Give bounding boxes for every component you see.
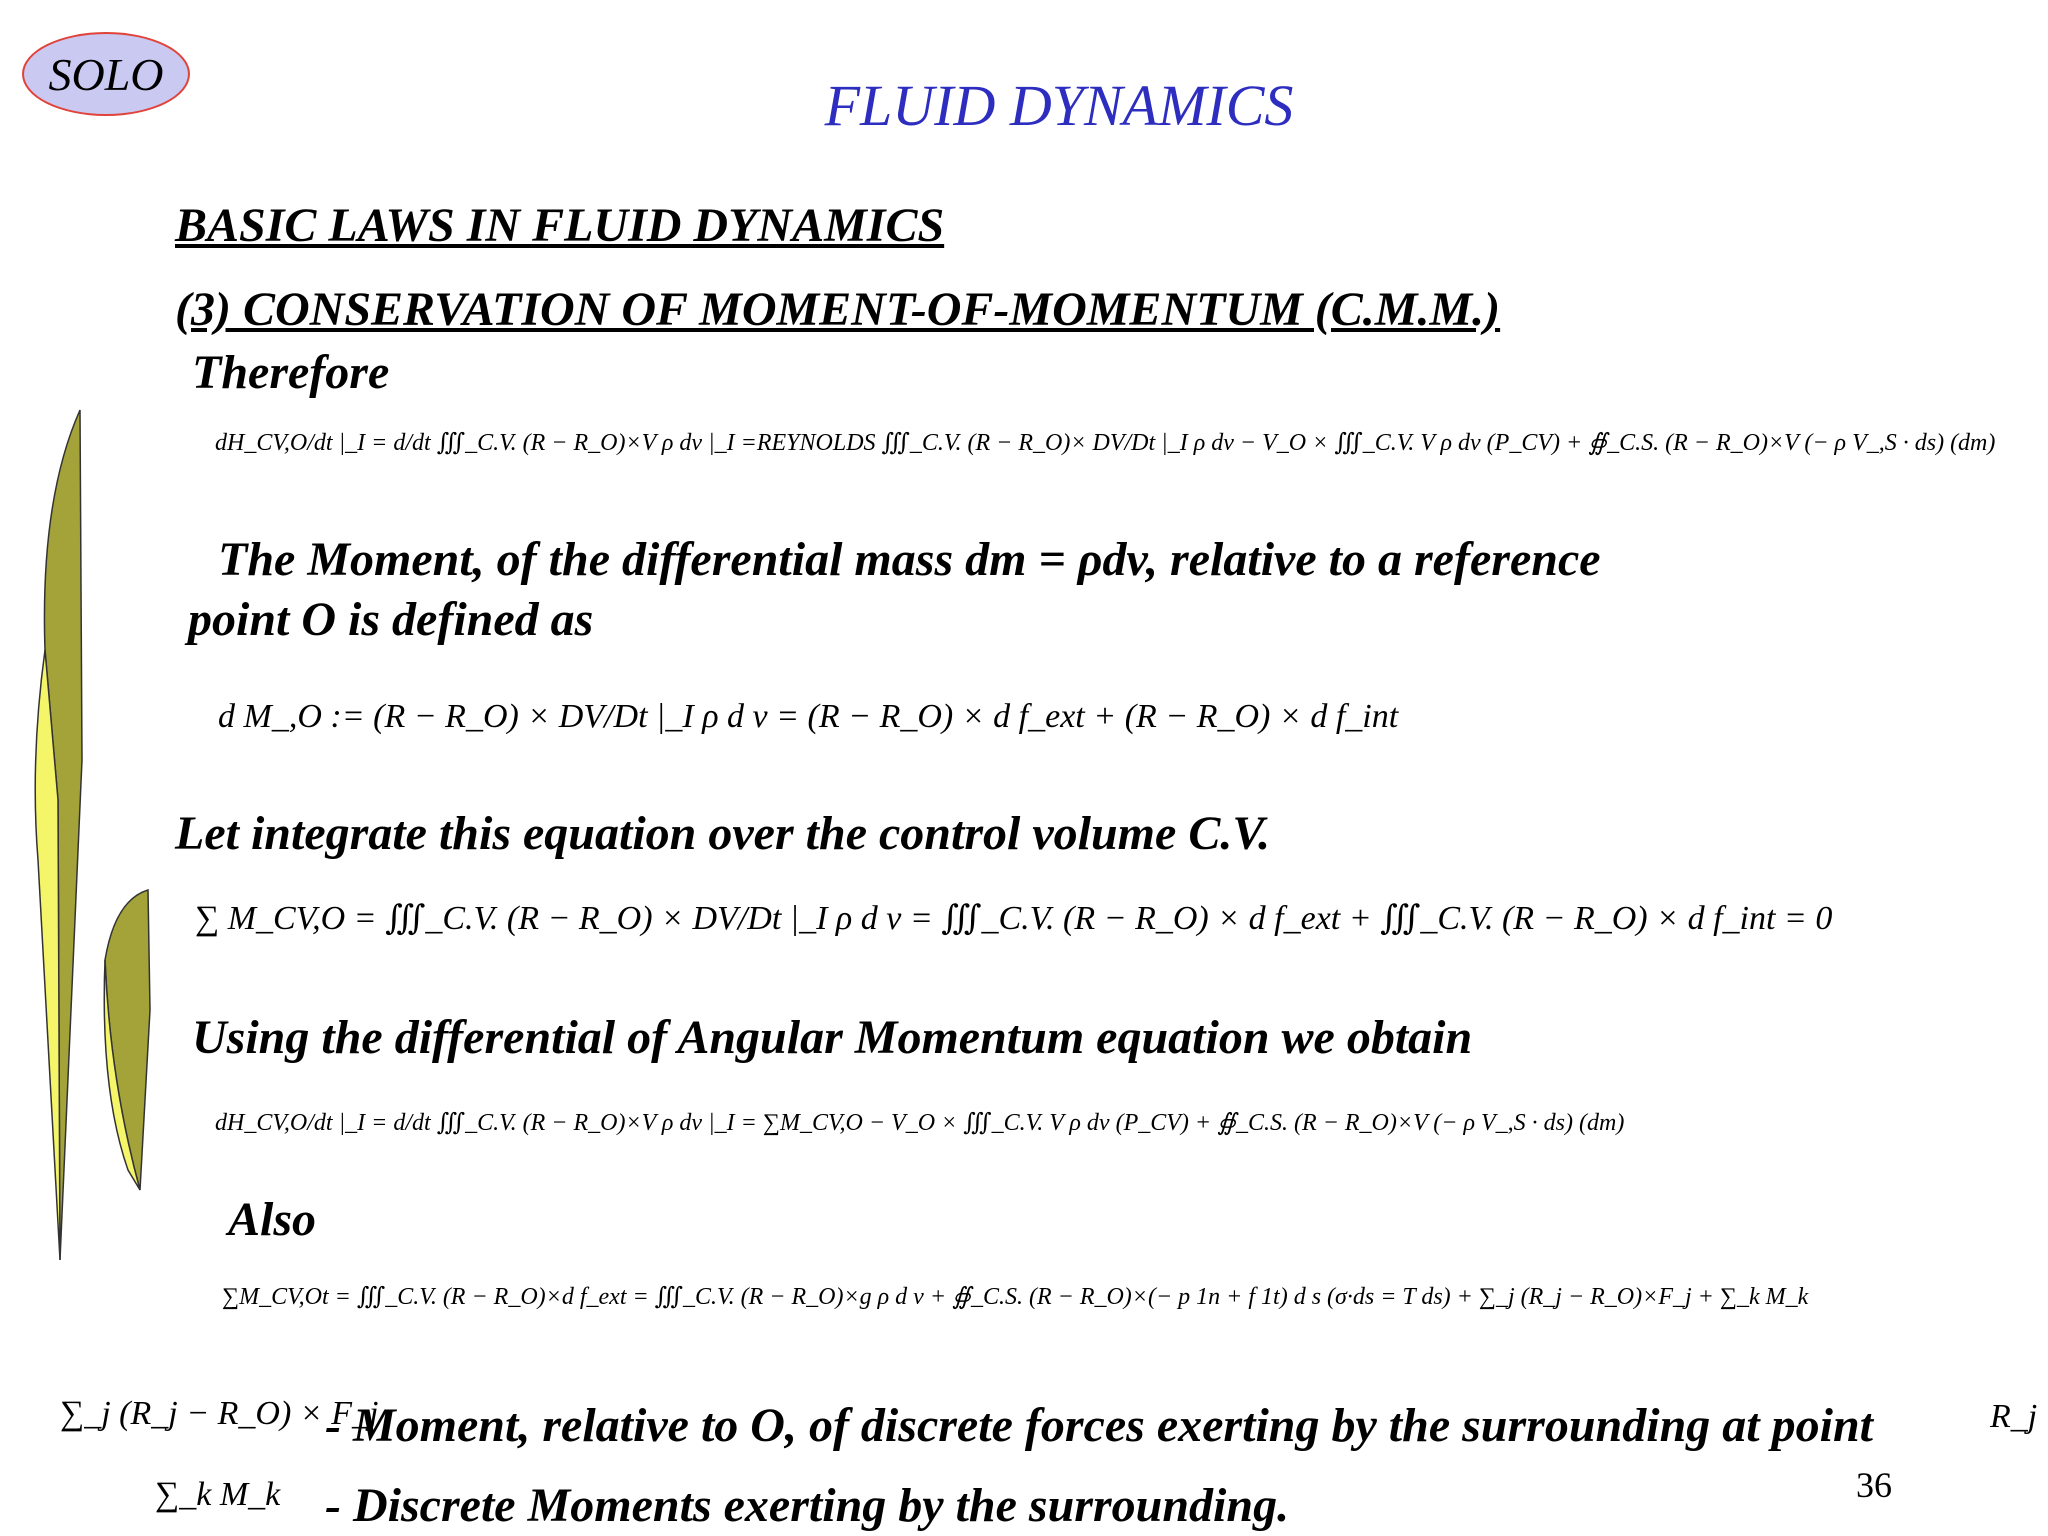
equation-4: dH_CV,O/dt |_I = d/dt ∭_C.V. (R − R_O)×V ρ dv |_I = ∑M_CV,O − V_O × ∭_C.V. V ρ dv (P_CV) + ∯_C.S. (R − R_O)×V (− ρ V_,S · ds) (dm) xyxy=(215,1110,1625,1136)
moment-definition-line-1: The Moment, of the differential mass dm = ρdv, relative to a reference xyxy=(218,533,1601,586)
legend-symbol-forces: ∑_j (R_j − R_O) × F_j xyxy=(60,1395,379,1432)
subsection-heading: (3) CONSERVATION OF MOMENT-OF-MOMENTUM (C.M.M.) xyxy=(175,283,1501,336)
equation-2: d M_,O := (R − R_O) × DV/Dt |_I ρ d v = (R − R_O) × d f_ext + (R − R_O) × d f_int xyxy=(218,698,1399,735)
section-heading: BASIC LAWS IN FLUID DYNAMICS xyxy=(175,199,945,252)
legend-text-moments: - Discrete Moments exerting by the surrounding. xyxy=(325,1479,1290,1532)
moment-definition-line-2: point O is defined as xyxy=(188,593,594,646)
page-number: 36 xyxy=(1856,1465,1892,1505)
equation-5: ∑M_CV,Ot = ∭_C.V. (R − R_O)×d f_ext = ∭_C.V. (R − R_O)×g ρ d v + ∯_C.S. (R − R_O)×(− p 1n + f 1t) d s (σ·ds = T ds) + ∑_j (R_j − R_O)×F_j + ∑_k M_k xyxy=(222,1284,1809,1310)
solo-badge: SOLO xyxy=(22,32,190,116)
integrate-text: Let integrate this equation over the control volume C.V. xyxy=(175,807,1271,860)
page-title: FLUID DYNAMICS xyxy=(824,73,1294,138)
equation-1: dH_CV,O/dt |_I = d/dt ∭_C.V. (R − R_O)×V ρ dv |_I =REYNOLDS ∭_C.V. (R − R_O)× DV/Dt |_I ρ dv − V_O × ∭_C.V. V ρ dv (P_CV) + ∯_C.S. (R − R_O)×V (− ρ V_,S · ds) (dm) xyxy=(215,430,1996,456)
therefore-text: Therefore xyxy=(192,346,390,399)
legend-symbol-moments: ∑_k M_k xyxy=(155,1476,281,1513)
equation-3: ∑ M_CV,O = ∭_C.V. (R − R_O) × DV/Dt |_I ρ d v = ∭_C.V. (R − R_O) × d f_ext + ∭_C.V. (R − R_O) × d f_int = 0 xyxy=(195,900,1833,937)
legend-point-symbol: R_j xyxy=(1990,1398,2038,1435)
using-text: Using the differential of Angular Momentum equation we obtain xyxy=(192,1011,1473,1064)
also-text: Also xyxy=(228,1193,317,1246)
legend-text-forces: - Moment, relative to O, of discrete forces exerting by the surrounding at point xyxy=(325,1399,1873,1452)
